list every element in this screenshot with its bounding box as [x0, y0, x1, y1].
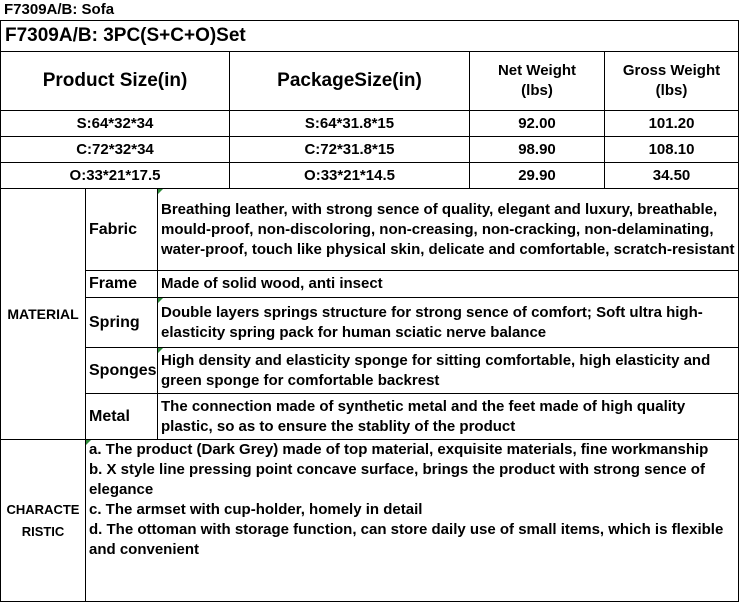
table-row: [1, 137, 739, 163]
spec-table: [0, 20, 739, 602]
gross-weight-cell: 34.50: [605, 163, 739, 189]
spec-sheet: [0, 20, 739, 605]
characteristic-item: d. The ottoman with storage function, can store daily use of small items, which is flexible and convenient: [89, 521, 724, 558]
net-weight-cell: 98.90: [470, 137, 605, 163]
material-label: MATERIAL: [1, 189, 86, 440]
material-desc: High density and elasticity sponge for sitting comfortable, high elasticity and green sponge for comfortable backrest: [158, 348, 739, 394]
package-size-cell: O:33*21*14.5: [230, 163, 470, 189]
characteristic-item: c. The armset with cup-holder, homely in detail: [89, 501, 423, 518]
material-name: Frame: [86, 271, 158, 298]
characteristic-label-line1: CHARACTE: [6, 501, 80, 517]
material-name: Metal: [86, 394, 158, 440]
gross-weight-cell: 101.20: [605, 111, 739, 137]
material-desc: The connection made of synthetic metal and the feet made of high quality plastic, so as to ensure the stablity of the product: [158, 394, 739, 440]
header-gross-weight-line2: (lbs): [655, 82, 688, 99]
material-desc: Double layers springs structure for strong sence of comfort; Soft ultra high-elasticity spring pack for human sciatic nerve balance: [158, 298, 739, 348]
package-size-cell: C:72*31.8*15: [230, 137, 470, 163]
material-desc: Made of solid wood, anti insect: [158, 271, 739, 298]
net-weight-cell: 92.00: [470, 111, 605, 137]
product-size-cell: O:33*21*17.5: [1, 163, 230, 189]
material-name: Fabric: [86, 189, 158, 271]
material-desc: Breathing leather, with strong sence of quality, elegant and luxury, breathable, mould-proof, non-discoloring, non-creasing, non-cracking, non-delaminating, water-proof, touch like physical skin, delicate and comfortable, scratch-resistant: [158, 189, 739, 271]
characteristic-list: [86, 440, 739, 602]
set-title: F7309A/B: 3PC(S+C+O)Set: [1, 21, 739, 52]
header-gross-weight-line1: Gross Weight: [622, 62, 721, 79]
characteristic-label: [1, 440, 86, 602]
product-size-cell: C:72*32*34: [1, 137, 230, 163]
characteristic-item: a. The product (Dark Grey) made of top material, exquisite materials, fine workmanship: [89, 441, 709, 458]
product-size-cell: S:64*32*34: [1, 111, 230, 137]
characteristic-label-line2: RISTIC: [21, 523, 65, 539]
net-weight-cell: 29.90: [470, 163, 605, 189]
header-gross-weight: [605, 52, 739, 111]
table-row: [1, 111, 739, 137]
header-net-weight-line1: Net Weight: [497, 62, 577, 79]
package-size-cell: S:64*31.8*15: [230, 111, 470, 137]
material-name: Sponges: [86, 348, 158, 394]
material-name: Spring: [86, 298, 158, 348]
header-package-size: PackageSize(in): [230, 52, 470, 111]
table-row: [1, 163, 739, 189]
header-product-size: Product Size(in): [1, 52, 230, 111]
gross-weight-cell: 108.10: [605, 137, 739, 163]
sheet-title: F7309A/B: Sofa: [4, 1, 115, 18]
header-net-weight-line2: (lbs): [521, 82, 553, 99]
characteristic-item: b. X style line pressing point concave surface, brings the product with strong sence of elegance: [89, 461, 705, 498]
header-net-weight: [470, 52, 605, 111]
